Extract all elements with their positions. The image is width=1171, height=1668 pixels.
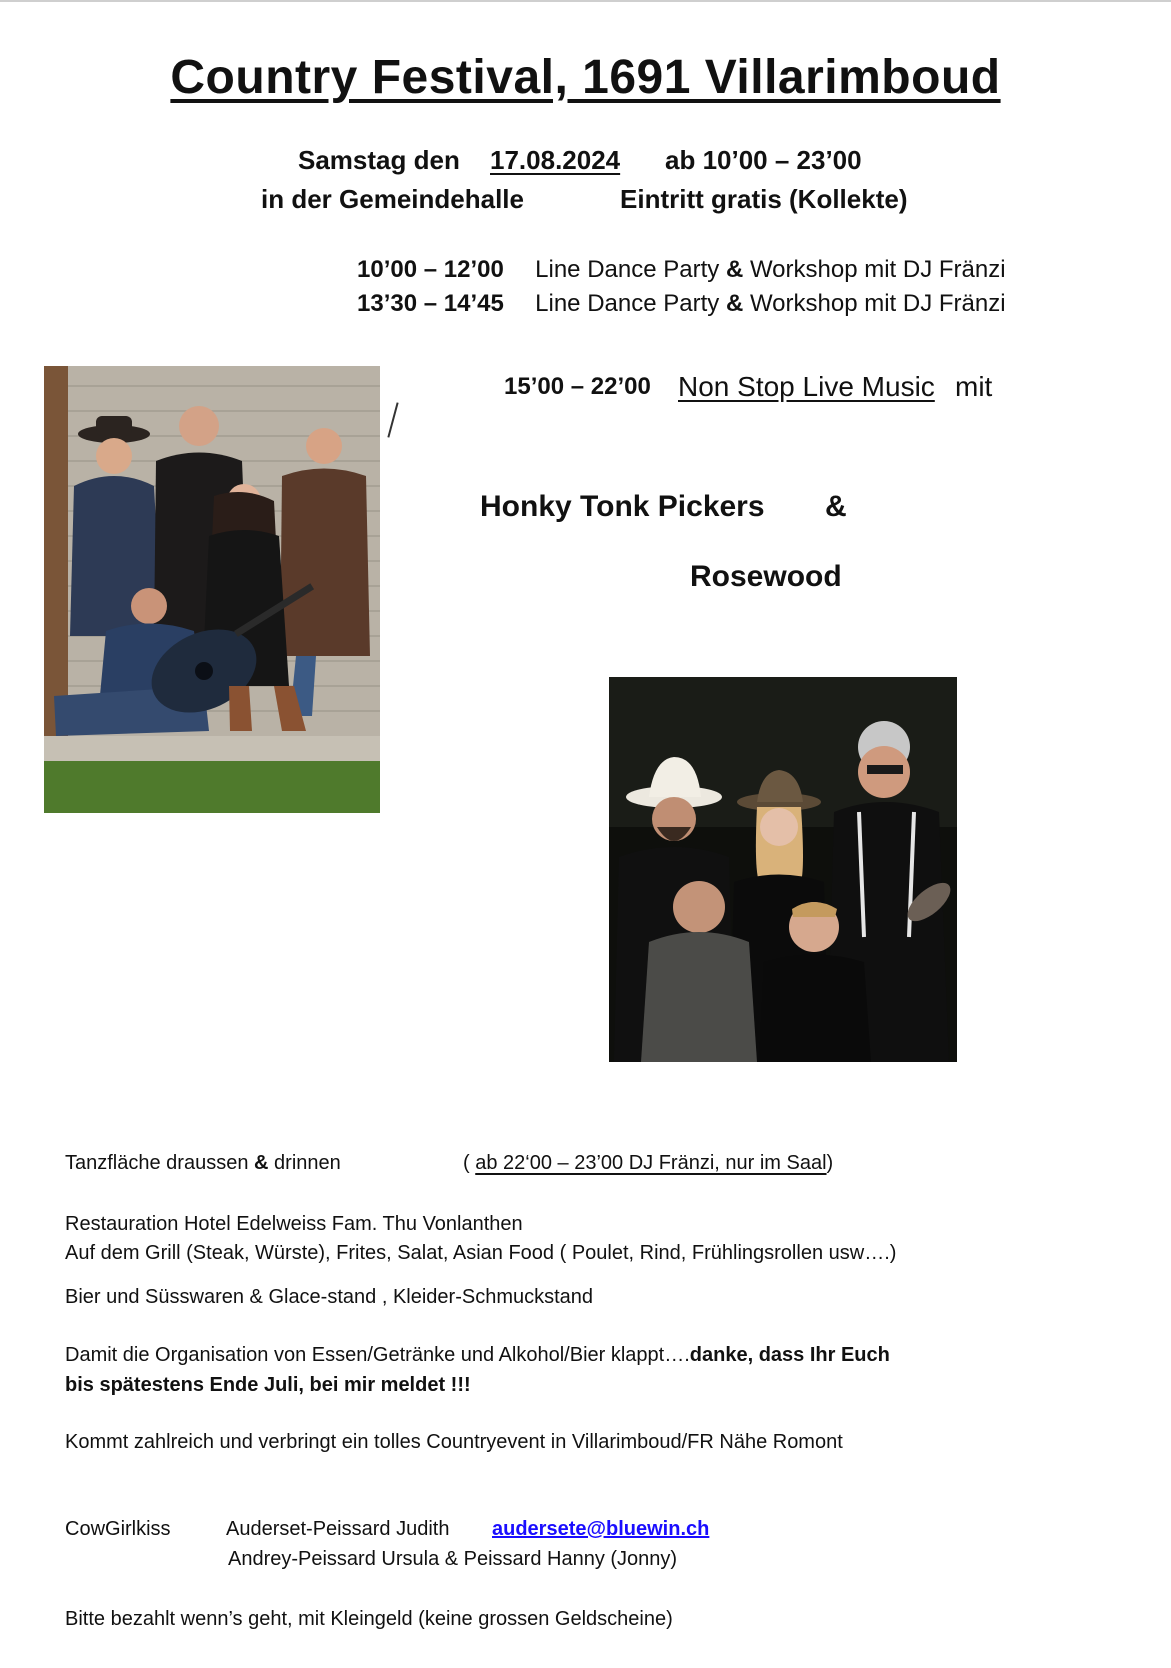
top-border	[0, 0, 1171, 2]
organisation-bold: danke, dass Ihr Euch	[689, 1344, 890, 1366]
contact-name-1: Auderset-Peissard Judith	[226, 1518, 450, 1540]
entry-info: Eintritt gratis (Kollekte)	[620, 184, 908, 214]
schedule-item	[357, 290, 1006, 318]
invitation-text: Kommt zahlreich und verbringt ein tolles Countryevent in Villarimboud/FR Nähe Romont	[65, 1431, 843, 1453]
ampersand: &	[725, 290, 744, 317]
event-time: ab 10’00 – 23’00	[665, 145, 862, 175]
stray-mark	[387, 402, 398, 437]
grill-info: Auf dem Grill (Steak, Würste), Frites, Salat, Asian Food ( Poulet, Rind, Frühlingsrollen usw….)	[65, 1242, 897, 1264]
live-suffix: mit	[955, 371, 993, 402]
restauration-info: Restauration Hotel Edelweiss Fam. Thu Vonlanthen	[65, 1213, 523, 1235]
organisation-note	[65, 1344, 890, 1367]
band-photo-honky-tonk-pickers	[44, 366, 380, 813]
live-label: Non Stop Live Music	[678, 371, 935, 402]
schedule-text: Workshop mit DJ Fränzi	[749, 256, 1006, 283]
deadline-note: bis spätestens Ende Juli, bei mir meldet !!!	[65, 1374, 471, 1396]
ampersand: &	[254, 1152, 269, 1174]
dance-text: Tanzfläche draussen	[65, 1152, 249, 1174]
schedule-time: 10’00 – 12’00	[357, 256, 504, 283]
event-date: 17.08.2024	[490, 145, 621, 175]
live-time: 15’00 – 22’00	[504, 373, 651, 400]
schedule-text: Line Dance Party	[535, 256, 720, 283]
band-name-1: Honky Tonk Pickers	[480, 490, 765, 523]
date-prefix: Samstag den	[298, 145, 460, 175]
schedule-time: 13’30 – 14’45	[357, 290, 504, 317]
payment-note: Bitte bezahlt wenn’s geht, mit Kleingeld (keine grossen Geldscheine)	[65, 1608, 673, 1630]
dance-floor-info	[65, 1152, 341, 1175]
stands-info: Bier und Süsswaren & Glace-stand , Kleider-Schmuckstand	[65, 1286, 594, 1308]
dance-note-close: )	[826, 1152, 834, 1174]
venue: in der Gemeindehalle	[261, 184, 524, 214]
band-photo-rosewood	[609, 677, 957, 1062]
organizer-name: CowGirlkiss	[65, 1518, 171, 1540]
schedule-text: Line Dance Party	[535, 290, 720, 317]
contact-email-link[interactable]: audersete@bluewin.ch	[492, 1518, 710, 1540]
dance-note	[463, 1152, 833, 1175]
ampersand: &	[725, 256, 744, 283]
band-name-2: Rosewood	[690, 560, 842, 593]
schedule-text: Workshop mit DJ Fränzi	[749, 290, 1006, 317]
band-ampersand: &	[825, 490, 847, 523]
dance-note-open: (	[463, 1152, 470, 1174]
page-title: Country Festival, 1691 Villarimboud	[170, 51, 1001, 104]
organisation-text: Damit die Organisation von Essen/Getränke und Alkohol/Bier klappt….	[65, 1344, 690, 1366]
dance-note-text: ab 22‘00 – 23’00 DJ Fränzi, nur im Saal	[475, 1152, 827, 1174]
dance-text: drinnen	[274, 1152, 341, 1174]
schedule-item	[357, 256, 1006, 284]
contact-name-2: Andrey-Peissard Ursula & Peissard Hanny (Jonny)	[228, 1548, 678, 1570]
